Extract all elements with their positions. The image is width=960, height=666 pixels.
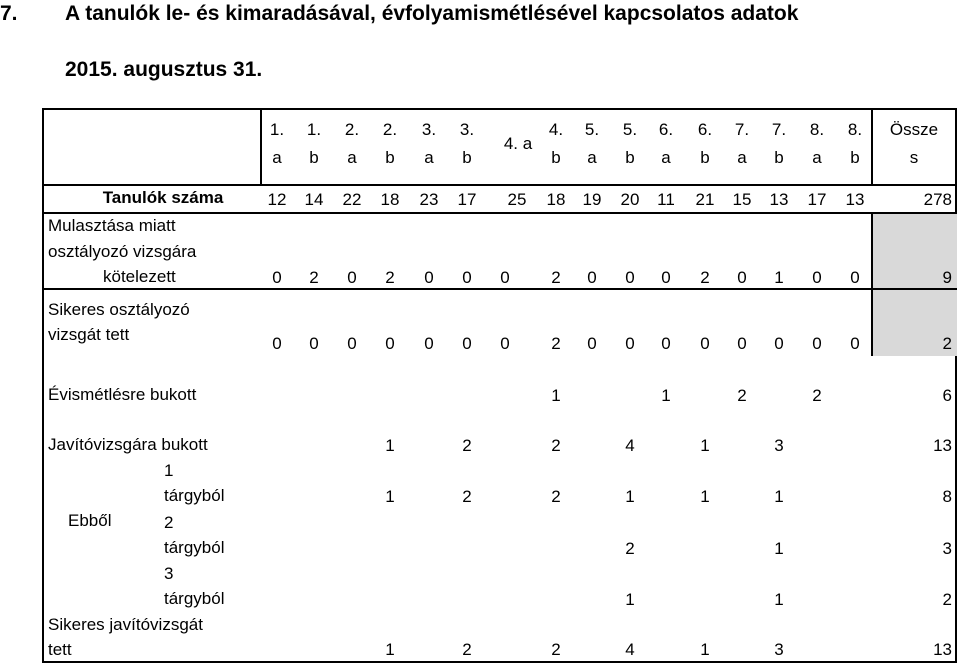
table-cell: 0 <box>737 334 747 353</box>
table-cell: 0 <box>774 334 784 353</box>
table-cell: 2 <box>309 268 319 287</box>
table-cell: 2 <box>551 334 561 353</box>
column-header-line2: b <box>700 148 710 167</box>
table-cell: 0 <box>347 334 357 353</box>
column-header-line2: a <box>587 148 597 167</box>
table-cell: 1 <box>700 487 710 506</box>
table-cell: 0 <box>661 334 671 353</box>
table-cell: 15 <box>732 190 752 209</box>
table-cell: 20 <box>620 190 640 209</box>
total-cell: 3 <box>942 539 952 558</box>
column-header-line1: 1. <box>269 120 285 139</box>
table-cell: 2 <box>551 640 561 659</box>
row-label-exam-required-2: osztályozó vizsgára <box>48 242 197 261</box>
row-label-exam-passed-1: Sikeres osztályozó <box>48 300 190 319</box>
column-header-line2: a <box>661 148 671 167</box>
table-cell: 2 <box>462 640 472 659</box>
table-cell: 2 <box>462 436 472 455</box>
row-label-subject1-text: tárgyból <box>164 486 225 505</box>
row-label-exam-required-1: Mulasztása miatt <box>48 216 176 235</box>
table-cell: 0 <box>587 334 597 353</box>
total-header-line1: Össze <box>889 120 939 139</box>
table-cell: 0 <box>347 268 357 287</box>
page-title: A tanulók le- és kimaradásával, évfolyamismétlésével kapcsolatos adatok <box>65 2 799 25</box>
table-cell: 0 <box>737 268 747 287</box>
table-cell: 1 <box>385 640 395 659</box>
total-cell: 8 <box>942 487 952 506</box>
column-header-line1: 7. <box>734 120 750 139</box>
table-cell: 2 <box>625 539 635 558</box>
row-label-subject2-text: tárgyból <box>164 538 225 557</box>
table-cell: 17 <box>807 190 827 209</box>
table-cell: 0 <box>812 334 822 353</box>
total-cell: 9 <box>942 268 952 287</box>
table-cell: 1 <box>385 487 395 506</box>
table-cell: 1 <box>625 590 635 609</box>
column-header-line1: 4. <box>548 120 564 139</box>
table-cell: 0 <box>812 268 822 287</box>
row-label-subject3-num: 3 <box>164 564 174 583</box>
total-cell: 13 <box>933 640 952 659</box>
column-header-line1: 7. <box>771 120 787 139</box>
table-cell: 0 <box>424 334 434 353</box>
column-header-line1: 5. <box>622 120 638 139</box>
table-cell: 21 <box>695 190 715 209</box>
row-label-students: Tanulók száma <box>102 188 224 207</box>
table-cell: 0 <box>272 268 282 287</box>
table-cell: 0 <box>625 334 635 353</box>
table-cell: 1 <box>700 436 710 455</box>
table-cell: 22 <box>342 190 362 209</box>
column-header-line2: b <box>309 148 319 167</box>
table-cell: 3 <box>774 436 784 455</box>
table-cell: 13 <box>845 190 865 209</box>
row-label-of-which: Ebből <box>68 511 112 530</box>
table-cell: 14 <box>304 190 324 209</box>
column-header-line2: b <box>385 148 395 167</box>
table-cell: 12 <box>267 190 287 209</box>
table-cell: 2 <box>462 487 472 506</box>
column-header-line2: b <box>462 148 472 167</box>
table-cell: 0 <box>625 268 635 287</box>
row-label-makeup-passed-2: tett <box>48 640 72 659</box>
header-divider-right <box>871 108 873 185</box>
table-cell: 2 <box>700 268 710 287</box>
total-cell: 2 <box>942 334 952 353</box>
table-cell: 0 <box>850 268 860 287</box>
row-divider <box>42 212 957 214</box>
column-header-line2: a <box>424 148 434 167</box>
column-header-line2: b <box>625 148 635 167</box>
table-cell: 2 <box>737 386 747 405</box>
table-cell: 2 <box>551 487 561 506</box>
section-number: 7. <box>0 2 18 25</box>
table-cell: 3 <box>774 640 784 659</box>
table-cell: 2 <box>385 268 395 287</box>
table-cell: 4 <box>625 640 635 659</box>
table-cell: 0 <box>850 334 860 353</box>
table-cell: 1 <box>774 487 784 506</box>
table-cell: 4 <box>625 436 635 455</box>
table-cell: 0 <box>661 268 671 287</box>
row-label-makeup-passed-1: Sikeres javítóvizsgát <box>48 615 203 634</box>
table-cell: 0 <box>309 334 319 353</box>
table-cell: 18 <box>546 190 566 209</box>
table-cell: 0 <box>500 268 510 287</box>
column-header-line2: a <box>347 148 357 167</box>
page-date: 2015. augusztus 31. <box>65 58 263 81</box>
row-label-subject1-num: 1 <box>164 461 174 480</box>
header-bottom-border <box>42 184 957 186</box>
table-cell: 11 <box>657 190 675 209</box>
table-cell: 1 <box>625 487 635 506</box>
table-cell: 1 <box>700 640 710 659</box>
table-cell: 0 <box>700 334 710 353</box>
table-cell: 1 <box>774 539 784 558</box>
column-header: 4. a <box>503 134 533 153</box>
table-cell: 19 <box>582 190 602 209</box>
column-header-line1: 2. <box>344 120 360 139</box>
row-label-subject3-text: tárgyból <box>164 589 225 608</box>
total-cell: 6 <box>942 386 952 405</box>
table-cell: 1 <box>661 386 671 405</box>
column-header-line1: 8. <box>847 120 863 139</box>
table-cell: 0 <box>462 268 472 287</box>
table-cell: 0 <box>587 268 597 287</box>
column-header-line1: 3. <box>459 120 475 139</box>
row-label-exam-passed-2: vizsgát tett <box>48 325 130 344</box>
total-cell: 2 <box>942 590 952 609</box>
column-header-line2: b <box>850 148 860 167</box>
table-cell: 23 <box>419 190 439 209</box>
table-cell: 0 <box>424 268 434 287</box>
column-header-line1: 6. <box>697 120 713 139</box>
row-label-subject2-num: 2 <box>164 513 174 532</box>
column-header-line1: 1. <box>306 120 322 139</box>
table-cell: 18 <box>380 190 400 209</box>
row-label-repeat-failed: Évismétlésre bukott <box>48 385 197 404</box>
total-cell: 278 <box>923 190 952 209</box>
table-cell: 0 <box>272 334 282 353</box>
total-cell: 13 <box>933 436 952 455</box>
table-cell: 2 <box>812 386 822 405</box>
table-cell: 1 <box>385 436 395 455</box>
table-cell: 0 <box>385 334 395 353</box>
table-cell: 0 <box>462 334 472 353</box>
table-cell: 2 <box>551 436 561 455</box>
total-header-line2: s <box>909 148 919 167</box>
column-header-line1: 2. <box>382 120 398 139</box>
row-divider <box>42 288 957 290</box>
column-header-line1: 8. <box>809 120 825 139</box>
column-header-line2: a <box>737 148 747 167</box>
column-header-line1: 3. <box>421 120 437 139</box>
column-header-line2: a <box>812 148 822 167</box>
table-cell: 2 <box>551 268 561 287</box>
table-cell: 1 <box>551 386 561 405</box>
table-cell: 1 <box>774 590 784 609</box>
column-header-line2: b <box>774 148 784 167</box>
table-cell: 0 <box>500 334 510 353</box>
column-header-line1: 5. <box>584 120 600 139</box>
row-label-makeup-failed: Javítóvizsgára bukott <box>48 435 208 454</box>
column-header-line2: b <box>551 148 561 167</box>
table-cell: 13 <box>769 190 789 209</box>
row-label-exam-required-3: kötelezett <box>103 267 176 286</box>
table-cell: 25 <box>507 190 527 209</box>
column-header-line2: a <box>272 148 282 167</box>
column-header-line1: 6. <box>658 120 674 139</box>
table-cell: 17 <box>457 190 477 209</box>
table-cell: 1 <box>774 268 784 287</box>
